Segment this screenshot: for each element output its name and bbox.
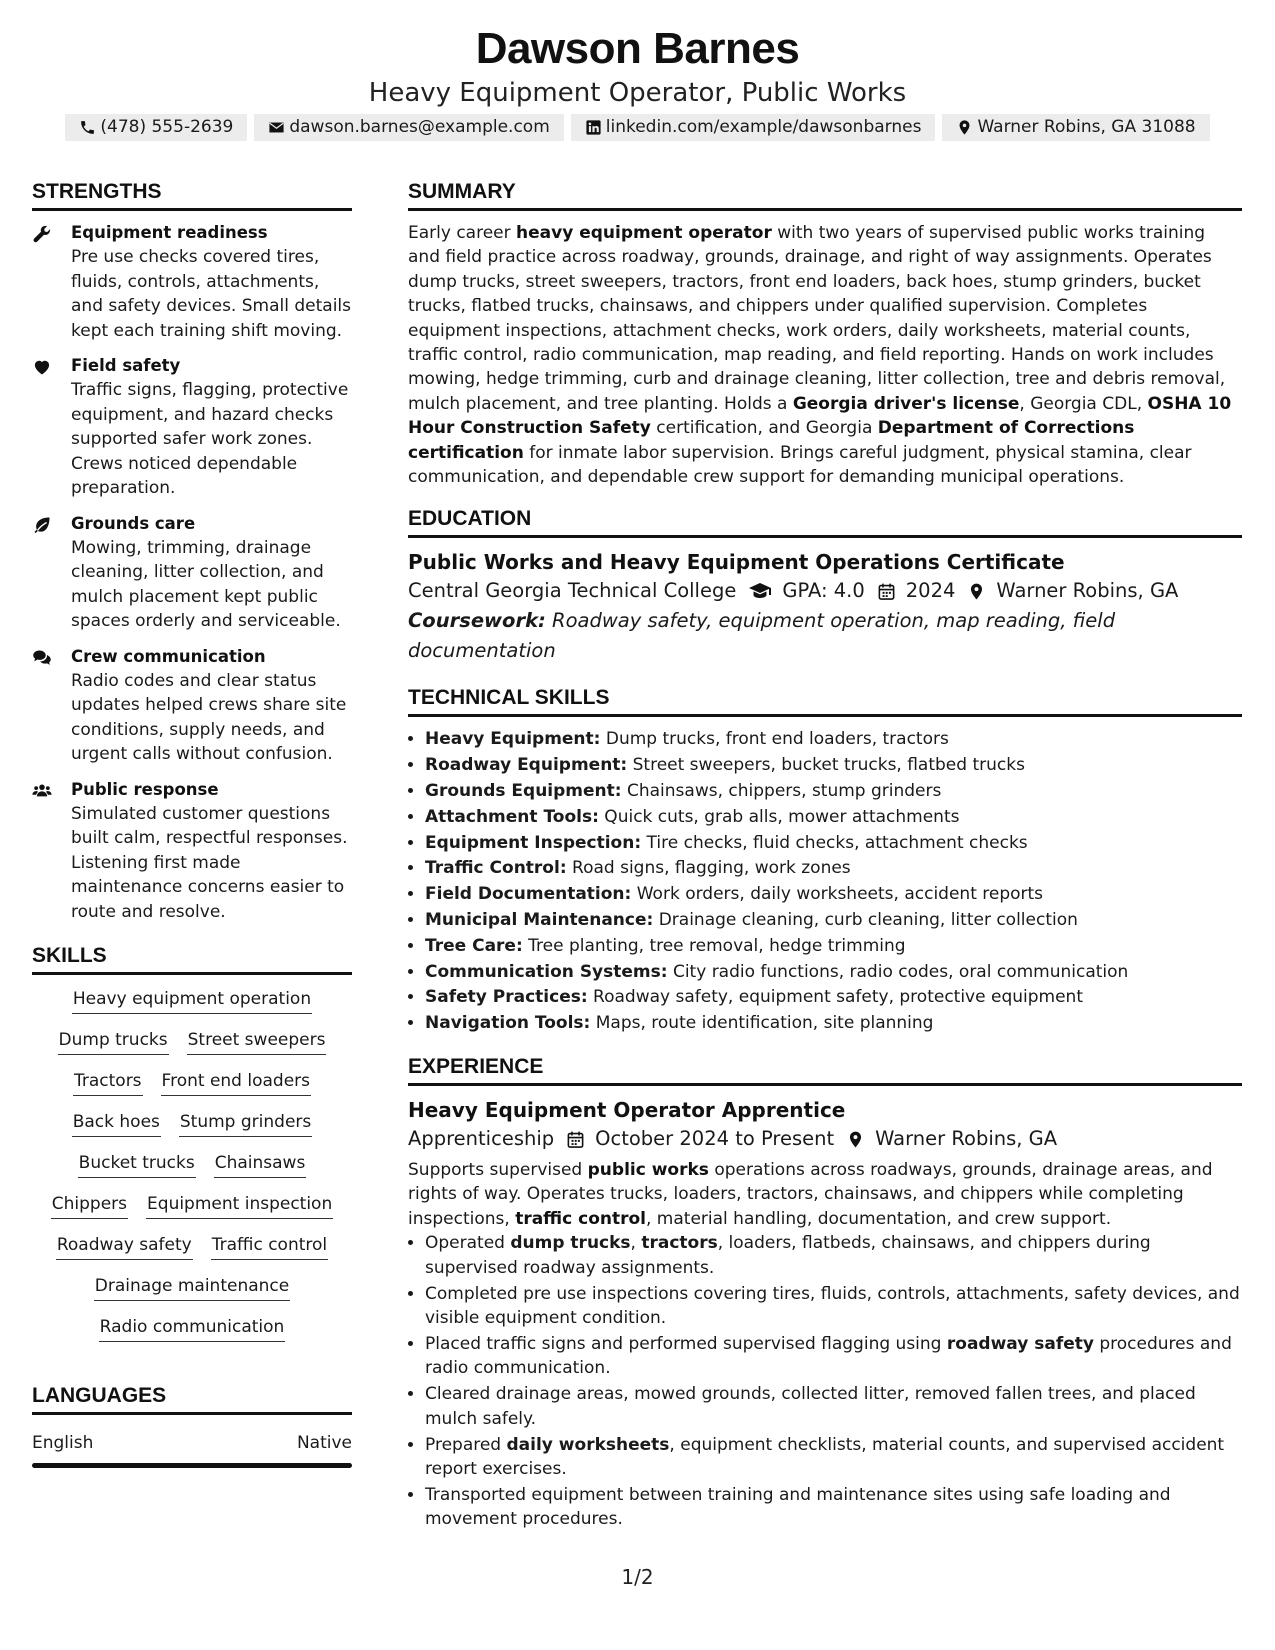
experience-intro: Supports supervised public works operations across roadways, grounds, drainage areas, and rights of way. Operates trucks, loaders, tractors, chainsaws, and chippers while completing inspections, traffic control, material handling, documentation, and crew support. [408,1160,1213,1229]
list-item: • Prepared daily worksheets, equipment checklists, material counts, and supervised accident report exercises. [425,1433,1242,1482]
skill-tag: Chainsaws [214,1151,307,1178]
skill-tag: Traffic control [211,1233,328,1260]
skill-tag: Bucket trucks [78,1151,196,1178]
list-item: • Completed pre use inspections covering tires, fluids, controls, attachments, safety devices, and visible equipment condition. [425,1282,1242,1331]
list-item: • Heavy Equipment: Dump trucks, front end loaders, tractors [425,727,1242,753]
candidate-name: Dawson Barnes [475,24,800,73]
contact-bar [0,114,1275,141]
coursework-label: Coursework: [408,609,546,633]
skill-tag: Front end loaders [161,1069,311,1096]
experience-heading: EXPERIENCE [408,1053,1242,1086]
skills-heading: SKILLS [32,942,352,975]
strength-desc: Traffic signs, flagging, protective equipment, and hazard checks supported safer work zones. Crews noticed dependable preparation. [71,380,349,498]
comments-icon [32,648,52,668]
contact-linkedin-text: linkedin.com/example/dawsonbarnes [605,117,922,137]
strength-desc: Mowing, trimming, drainage cleaning, litter collection, and mulch placement kept public spaces orderly and serviceable. [71,537,341,631]
education-heading: EDUCATION [408,505,1242,538]
skills-tags [32,985,352,1352]
language-proficiency-bar [32,1463,352,1468]
strength-title: Equipment readiness [71,223,268,242]
list-item: • Transported equipment between training and maintenance sites using safe loading and movement procedures. [425,1483,1242,1532]
wrench-icon [32,224,52,244]
leaf-icon [32,515,52,535]
list-item: • Cleared drainage areas, mowed grounds, collected litter, removed fallen trees, and placed mulch safely. [425,1382,1242,1431]
list-item: • Equipment Inspection: Tire checks, fluid checks, attachment checks [425,831,1242,857]
strength-desc: Simulated customer questions built calm, respectful responses. Listening first made maintenance concerns easier to route and resolve. [71,803,348,922]
left-column [32,178,352,1468]
calendar-icon [566,1130,585,1149]
list-item: • Communication Systems: City radio functions, radio codes, oral communication [425,960,1242,986]
contact-email-text: dawson.barnes@example.com [289,117,550,137]
right-column [408,178,1242,1533]
strength-title: Crew communication [71,646,266,666]
strength-item [32,512,352,634]
list-item: • Grounds Equipment: Chainsaws, chippers, stump grinders [425,779,1242,805]
education-coursework [408,606,1242,666]
strength-desc: Radio codes and clear status updates helped crews share site conditions, supply needs, and urgent calls without confusion. [71,670,347,764]
location-pin-icon [967,582,986,601]
list-item: • Placed traffic signs and performed supervised flagging using roadway safety procedures and radio communication. [425,1332,1242,1381]
strength-item [32,778,352,925]
coursework-text: Roadway safety, equipment operation, map reading, field documentation [408,609,1116,663]
resume-header [0,22,1275,141]
education-meta [408,576,1242,606]
experience-org: Apprenticeship [408,1127,555,1151]
contact-phone-text: (478) 555-2639 [100,117,234,137]
list-item: • Traffic Control: Road signs, flagging, work zones [425,856,1242,882]
strength-title: Grounds care [71,513,196,533]
experience-meta [408,1124,1242,1154]
experience-title: Heavy Equipment Operator Apprentice [408,1098,846,1123]
strength-item [32,221,352,343]
list-item: • Navigation Tools: Maps, route identification, site planning [425,1011,1242,1037]
strength-title: Public response [71,779,219,799]
graduation-cap-icon [748,579,772,603]
location-pin-icon [956,119,973,136]
skill-tag: Heavy equipment operation [72,987,312,1014]
envelope-icon [268,119,285,136]
users-icon [32,781,52,801]
location-pin-icon [846,1130,865,1149]
list-item: • Field Documentation: Work orders, daily worksheets, accident reports [425,882,1242,908]
skill-tag: Back hoes [72,1110,161,1137]
technical-skills-heading: TECHNICAL SKILLS [408,684,1242,717]
contact-email[interactable] [254,114,563,141]
skill-tag: Tractors [73,1069,143,1096]
language-level: Native [296,1433,352,1453]
list-item: • Roadway Equipment: Street sweepers, bucket trucks, flatbed trucks [425,753,1242,779]
skill-tag: Equipment inspection [146,1192,333,1219]
strength-desc: Pre use checks covered tires, fluids, controls, attachments, and safety devices. Small details kept each training shift moving. [71,247,351,341]
education-year: 2024 [905,579,956,603]
education-school: Central Georgia Technical College [408,579,737,603]
strengths-heading: STRENGTHS [32,178,352,211]
education-gpa: GPA: 4.0 [782,579,865,603]
calendar-icon [877,582,896,601]
list-item: • Attachment Tools: Quick cuts, grab alls, mower attachments [425,805,1242,831]
summary-heading: SUMMARY [408,178,1242,211]
skill-tag: Chippers [51,1192,128,1219]
list-item: • Safety Practices: Roadway safety, equipment safety, protective equipment [425,985,1242,1011]
contact-linkedin[interactable] [571,114,936,141]
contact-location [942,114,1209,141]
skill-tag: Radio communication [99,1315,286,1342]
list-item: • Municipal Maintenance: Drainage cleaning, curb cleaning, litter collection [425,908,1242,934]
summary-text: Early career heavy equipment operator with two years of supervised public works training and field practice across roadway, grounds, drainage, and right of way assignments. Operates dump trucks, street sweepers, tractors, front end loaders, back hoes, stump grinders, bucket trucks, flatbed trucks, chainsaws, and chippers under qualified supervision. Completes equipment inspections, attachment checks, work orders, daily worksheets, material counts, traffic control, radio communication, map reading, and field reporting. Hands on work includes mowing, hedge trimming, curb and drainage cleaning, litter collection, tree and debris removal, mulch placement, and tree planting. Holds a Georgia driver's license, Georgia CDL, OSHA 10 Hour Construction Safety certification, and Georgia Department of Corrections certification for inmate labor supervision. Brings careful judgment, physical stamina, clear communication, and dependable crew support for demanding municipal operations. [408,223,1232,488]
contact-location-text: Warner Robins, GA 31088 [977,117,1196,137]
skill-tag: Stump grinders [179,1110,312,1137]
candidate-title: Heavy Equipment Operator, Public Works [368,78,907,108]
linkedin-icon [585,119,602,136]
contact-phone[interactable] [65,114,247,141]
skill-tag: Street sweepers [187,1028,327,1055]
strength-item [32,645,352,767]
experience-location: Warner Robins, GA [875,1127,1058,1151]
strength-title: Field safety [71,356,181,375]
language-name: English [32,1433,94,1453]
strength-item [32,354,352,501]
phone-icon [79,119,96,136]
experience-dates: October 2024 to Present [595,1127,835,1151]
education-title: Public Works and Heavy Equipment Operations Certificate [408,550,1065,575]
education-location: Warner Robins, GA [996,579,1179,603]
skill-tag: Roadway safety [56,1233,193,1260]
skill-tag: Drainage maintenance [94,1274,290,1301]
technical-skills-list [408,727,1242,1037]
skill-tag: Dump trucks [58,1028,169,1055]
list-item: • Operated dump trucks, tractors, loaders, flatbeds, chainsaws, and chippers during supervised roadway assignments. [425,1231,1242,1280]
list-item: • Tree Care: Tree planting, tree removal, hedge trimming [425,934,1242,960]
heart-icon [32,357,52,377]
language-row [32,1425,352,1455]
experience-bullets [408,1231,1242,1531]
languages-heading: LANGUAGES [32,1382,352,1415]
page-number: 1/2 [621,1565,654,1589]
